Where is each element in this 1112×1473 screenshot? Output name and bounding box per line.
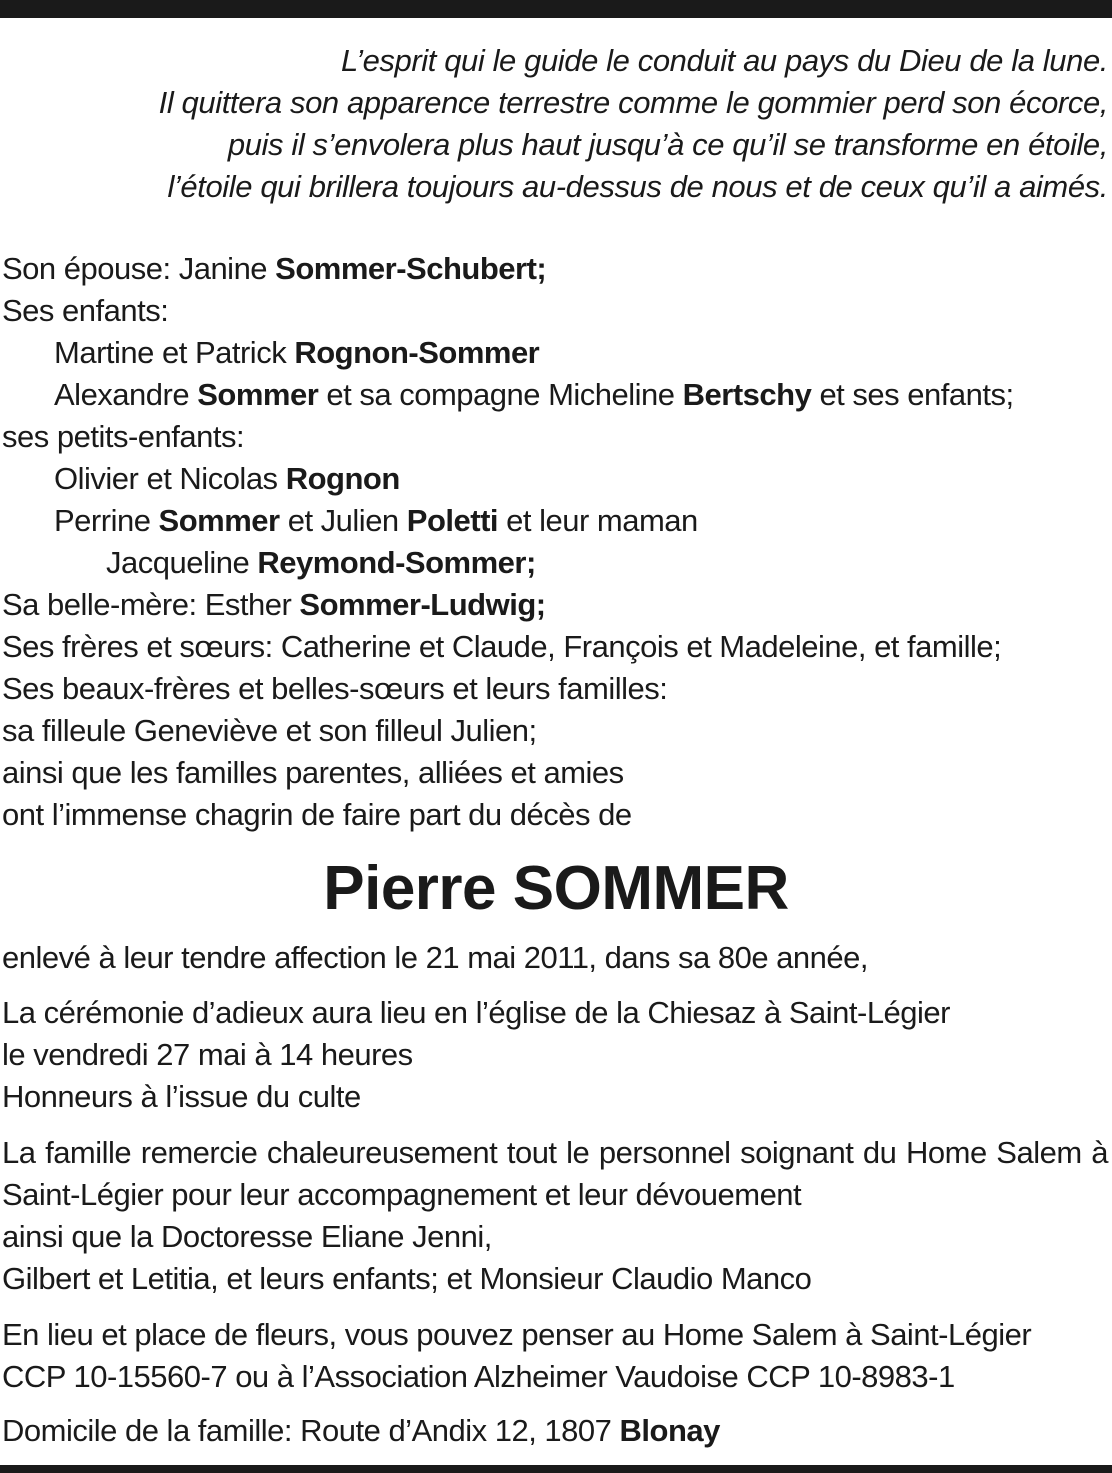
godchildren-line: sa filleule Geneviève et son filleul Julien;: [2, 713, 537, 748]
quote-line: Il quittera son apparence terrestre comme le gommier perd son écorce,: [158, 85, 1108, 120]
family-address: [2, 1410, 1108, 1452]
grandchild-line: Perrine Sommer et Julien Poletti et leur maman: [54, 503, 698, 538]
death-date-line: enlevé à leur tendre affection le 21 mai 2011, dans sa 80e année,: [2, 940, 869, 975]
death-details: [2, 937, 1108, 979]
quote-line: l’étoile qui brillera toujours au-dessus de nous et de ceux qu’il a aimés.: [167, 169, 1108, 204]
grandchildren-label: ses petits-enfants:: [2, 419, 245, 454]
quote-line: L’esprit qui le guide le conduit au pays du Dieu de la lune.: [340, 43, 1108, 78]
deceased-name: Pierre SOMMER: [323, 854, 789, 923]
thanks-line: La famille remercie chaleureusement tout le personnel soignant du Home Salem à Saint-Légier pour leur accompagnement et leur dévouement: [2, 1135, 1108, 1212]
top-rule: [0, 0, 1112, 18]
thanks-paragraph: [2, 1132, 1108, 1300]
grandchild-line: Olivier et Nicolas Rognon: [54, 461, 400, 496]
child-line: Alexandre Sommer et sa compagne Micheline Bertschy et ses enfants;: [54, 377, 1014, 412]
honours-line: Honneurs à l’issue du culte: [2, 1079, 361, 1114]
spouse-line: Son épouse: Janine Sommer-Schubert;: [2, 251, 547, 286]
address-line: Domicile de la famille: Route d’Andix 12, 1807 Blonay: [2, 1413, 720, 1448]
child-line: Martine et Patrick Rognon-Sommer: [54, 335, 540, 370]
family-list: [2, 248, 1108, 836]
mother-in-law-line: Sa belle-mère: Esther Sommer-Ludwig;: [2, 587, 546, 622]
donation-line: En lieu et place de fleurs, vous pouvez penser au Home Salem à Saint-Légier: [2, 1317, 1032, 1352]
flowers-paragraph: [2, 1314, 1108, 1398]
relatives-line: ainsi que les familles parentes, alliées et amies: [2, 755, 624, 790]
thanks-line: Gilbert et Letitia, et leurs enfants; et Monsieur Claudio Manco: [2, 1261, 812, 1296]
quote-line: puis il s’envolera plus haut jusqu’à ce qu’il se transforme en étoile,: [227, 127, 1108, 162]
epigraph-quote: [8, 40, 1108, 208]
announcement-line: ont l’immense chagrin de faire part du décès de: [2, 797, 632, 832]
siblings-line: Ses frères et sœurs: Catherine et Claude, François et Madeleine, et famille;: [2, 629, 1002, 664]
donation-account-line: CCP 10-15560-7 ou à l’Association Alzheimer Vaudoise CCP 10-8983-1: [2, 1359, 955, 1394]
grandchild-line: Jacqueline Reymond-Sommer;: [106, 545, 536, 580]
thanks-line: ainsi que la Doctoresse Eliane Jenni,: [2, 1219, 492, 1254]
children-label: Ses enfants:: [2, 293, 169, 328]
bottom-rule: [0, 1465, 1112, 1473]
ceremony-time-line: le vendredi 27 mai à 14 heures: [2, 1037, 413, 1072]
ceremony-line: La cérémonie d’adieux aura lieu en l’église de la Chiesaz à Saint-Légier: [2, 995, 950, 1030]
in-laws-line: Ses beaux-frères et belles-sœurs et leurs familles:: [2, 671, 668, 706]
ceremony-details: [2, 992, 1108, 1118]
